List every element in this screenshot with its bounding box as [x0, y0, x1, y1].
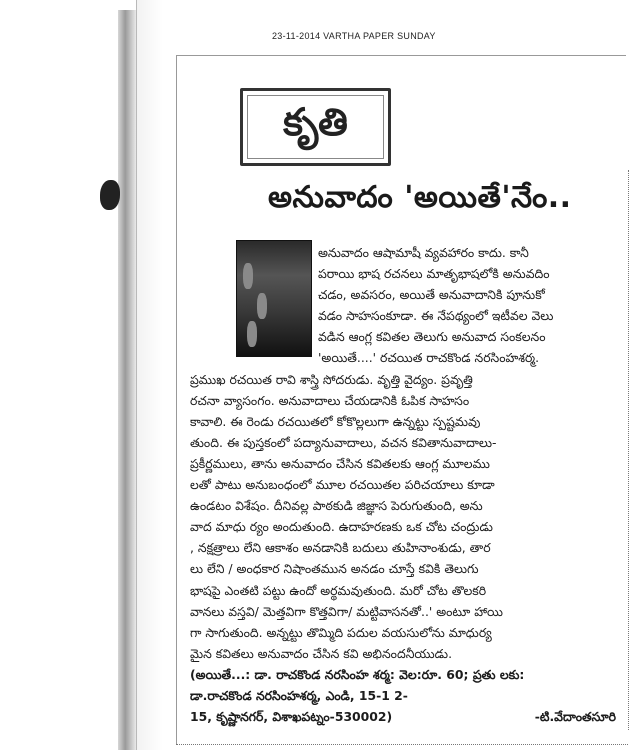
body-line: లు లేని / అంధకార నిషాంతమున అనడం చూస్తే కవికి తెలుగు: [190, 561, 479, 577]
body-line: చడం, అవసరం, అయితే అనువాదానికి పూనుకో: [318, 287, 545, 303]
article-headline: అనువాదం 'అయితే'నేం..: [268, 180, 572, 215]
body-line: వాద మాధు ర్యం అందుతుంది. ఉదాహరణకు ఒక చోట చంద్రుడు: [190, 519, 493, 535]
body-line: మైన కవితలు అనువాదం చేసిన కవి అభినందనీయుడు.: [190, 645, 453, 661]
body-line: ప్రకీర్ణములు, తాను అనువాదం చేసిన కవితలకు ఆంగ్ల మూలము: [190, 455, 490, 471]
paper-header: 23-11-2014 VARTHA PAPER SUNDAY: [272, 31, 436, 41]
body-line: వడిన ఆంగ్ల కవితల తెలుగు అనువాద సంకలనం: [318, 329, 546, 345]
body-line: వడం సాహసంకూడా. ఈ నేపథ్యంలో ఇటీవల వెలు: [318, 308, 554, 324]
body-line: కావాలి. ఈ రెండు రచయితలో కోకొల్లలుగా ఉన్నట్టు స్పష్టమవు: [190, 413, 481, 429]
body-line: లతో పాటు అనుబంధంలో మూల రచయితల పరిచయాలు కూడా: [190, 477, 495, 493]
body-line: ప్రముఖ రచయిత రావి శాస్త్రి సోదరుడు. వృత్తి వైద్యం. ప్రవృత్తి: [190, 371, 473, 387]
body-line: అనువాదం ఆషామాషీ వ్యవహారం కాదు. కానీ: [318, 245, 529, 260]
book-details-line: [190, 706, 616, 727]
column-logo-frame: [247, 95, 384, 159]
body-line: తుంది. ఈ పుస్తకంలో పద్యానువాదాలు, వచన కవితానువాదాలు-: [190, 434, 497, 450]
column-rule-bottom: [176, 744, 628, 746]
book-details-address: 15, కృష్ణానగర్, విశాఖపట్నం-530002): [190, 709, 393, 725]
body-line: రచనా వ్యాసంగం. అనువాదాలు చేయడానికి ఓపిక సాహసం: [190, 392, 470, 408]
column-logo: [240, 88, 391, 166]
column-rule-right: [628, 170, 630, 730]
body-line: , నక్షత్రాలు లేని ఆకాశం అనడానికి బదులు తుహినాంశుడు, తార: [190, 540, 491, 556]
body-line: వానలు వస్తవి/ మెత్తవిగా కొత్తవిగా/ మట్టివాసనతో..' అంటూ హాయి: [190, 603, 503, 619]
column-logo-text: కృతి: [283, 100, 348, 144]
article-body: [190, 242, 616, 727]
body-line: గా సాగుతుంది. అన్నట్టు తొమ్మిది పదుల వయసులోను మాధుర్య: [190, 624, 492, 640]
column-rule-left: [176, 55, 177, 745]
body-line: పరాయి భాష రచనలు మాతృభాషలోకి అనువదిం: [318, 266, 550, 282]
reviewer-signature: -టి.వేదాంతసూరి: [534, 709, 616, 725]
book-details-line: (అయితే...: డా. రాచకొండ నరసింహ శర్మ: వెల:రూ. 60; ప్రతు లకు:: [190, 666, 525, 682]
book-details-line: డా.రాచకొండ నరసింహశర్మ, ఎండి, 15-1 2-: [190, 687, 408, 703]
scan-binding-edge: [118, 10, 136, 750]
column-rule-top: [176, 55, 626, 56]
ink-blot: [100, 180, 120, 210]
body-line: భాషపై ఎంతటి పట్టు ఉందో అర్థమవుతుంది. మరో చోట తొలకరి: [190, 582, 487, 598]
body-line: ఉండటం విశేషం. దీనివల్ల పాఠకుడి జిజ్ఞాస పెరుగుతుంది, అను: [190, 498, 483, 514]
body-line: 'అయితే....' రచయిత రాచకొండ నరసింహశర్మ.: [318, 350, 540, 366]
scan-page-margin: [136, 0, 163, 750]
